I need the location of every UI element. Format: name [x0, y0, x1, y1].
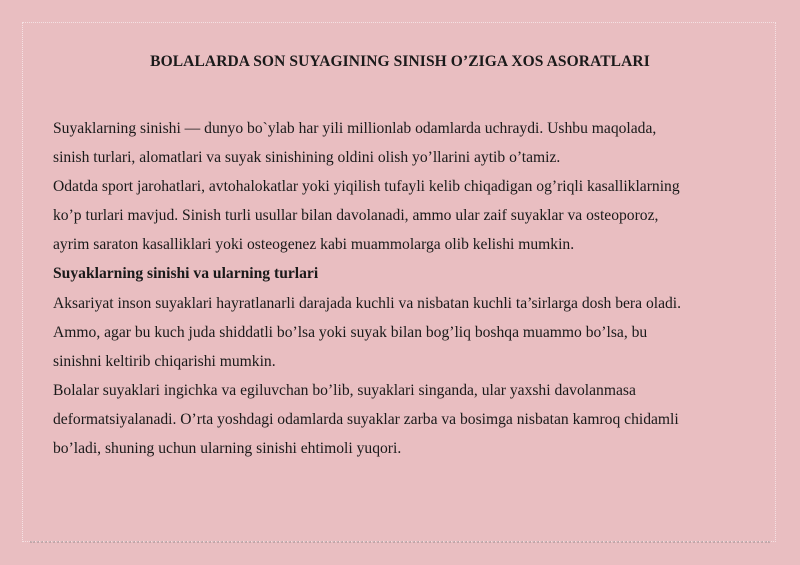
paragraph-line: sinish turlari, alomatlari va suyak sinishining oldini olish yo’llarini aytib o’tamiz. [53, 149, 561, 167]
paragraph-line: Ammo, agar bu kuch juda shiddatli bo’lsa yoki suyak bilan bog’liq boshqa muammo bo’lsa, bu [53, 323, 648, 341]
paragraph-line: deformatsiyalanadi. O’rta yoshdagi odamlarda suyaklar zarba va bosimga nisbatan kamroq chidamli [53, 410, 679, 428]
paragraph-line: Aksariyat inson suyaklari hayratlanarli darajada kuchli va nisbatan kuchli ta’sirlarga dosh bera oladi. [53, 294, 682, 312]
paragraph-line: Suyaklarning sinishi — dunyo bo`ylab har yili millionlab odamlarda uchraydi. Ushbu maqolada, [53, 120, 657, 137]
paragraph-line: ayrim saraton kasalliklari yoki osteogenez kabi muammolarga olib kelishi mumkin. [53, 236, 575, 254]
document-body [53, 114, 773, 463]
page-border-bottom [30, 541, 770, 543]
paragraph-line: ko’p turlari mavjud. Sinish turli usullar bilan davolanadi, ammo ular zaif suyaklar va osteoporoz, [53, 207, 659, 225]
paragraph-line: Bolalar suyaklari ingichka va egiluvchan bo’lib, suyaklari singanda, ular yaxshi davolanmasa [53, 381, 636, 399]
document-title: BOLALARDA SON SUYAGINING SINISH O’ZIGA XOS ASORATLARI [150, 53, 650, 70]
paragraph-line: sinishni keltirib chiqarishi mumkin. [53, 352, 276, 370]
section-heading: Suyaklarning sinishi va ularning turlari [53, 265, 319, 283]
paragraph-line: bo’ladi, shuning uchun ularning sinishi ehtimoli yuqori. [53, 440, 402, 458]
paragraph-line: Odatda sport jarohatlari, avtohalokatlar yoki yiqilish tufayli kelib chiqadigan og’riqli kasalliklarning [53, 178, 680, 196]
